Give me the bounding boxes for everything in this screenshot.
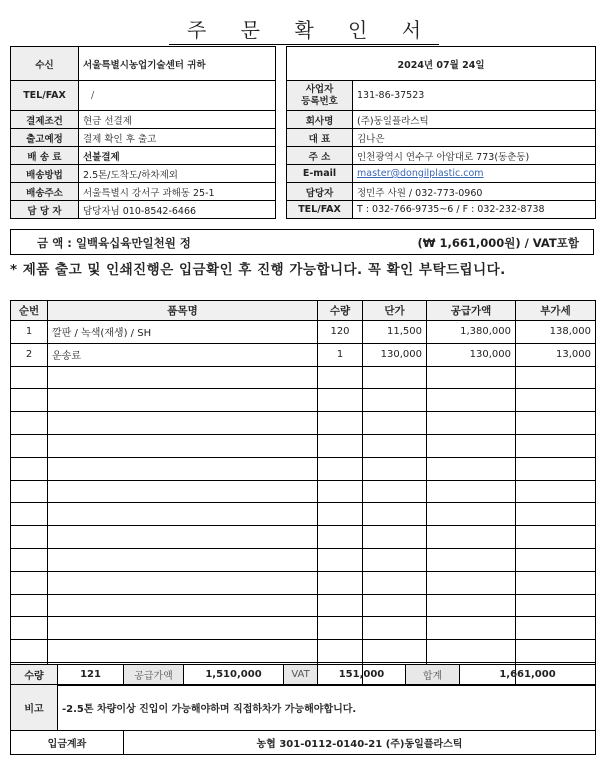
empty-cell [318,480,363,503]
amount-figure: (₩ 1,661,000원) / VAT포함 [417,236,579,250]
empty-cell [516,640,596,663]
empty-row [11,457,596,480]
empty-cell [48,548,318,571]
empty-cell [363,571,427,594]
info-label: 배송방법 [11,165,79,183]
empty-cell [427,640,516,663]
row-qty: 120 [318,321,363,344]
summary-table [10,664,596,685]
empty-cell [318,640,363,663]
empty-cell [516,366,596,389]
empty-cell [427,434,516,457]
empty-cell [11,548,48,571]
row-vat: 138,000 [516,321,596,344]
empty-cell [318,366,363,389]
empty-cell [363,480,427,503]
empty-cell [318,503,363,526]
empty-row [11,640,596,663]
empty-cell [363,434,427,457]
empty-cell [11,594,48,617]
empty-cell [318,526,363,549]
row-qty: 1 [318,343,363,366]
empty-cell [48,480,318,503]
empty-cell [11,480,48,503]
info-value: 결제 확인 후 출고 [79,129,276,147]
empty-cell [363,526,427,549]
account-table [10,730,596,755]
col-header: 단가 [363,301,427,321]
empty-cell [11,389,48,412]
empty-cell [427,594,516,617]
amount-box [10,229,594,255]
info-value: (주)동일플라스틱 [353,111,596,129]
table-row [11,321,596,344]
to-label: 수신 [11,47,79,81]
account-label: 입금계좌 [11,731,124,755]
empty-cell [48,389,318,412]
row-price: 130,000 [363,343,427,366]
empty-cell [48,571,318,594]
memo-value: -2.5톤 차량이상 진입이 가능해야하며 직접하차가 가능해야합니다. [58,685,596,731]
info-label: 회사명 [287,111,353,129]
row-item: 운송료 [48,343,318,366]
info-value: 정민주 사원 / 032-773-0960 [353,183,596,201]
info-value: 2.5톤/도착도/하차제외 [79,165,276,183]
empty-cell [11,457,48,480]
empty-cell [363,640,427,663]
empty-row [11,434,596,457]
sum-qty-value: 121 [58,665,124,685]
row-supply: 130,000 [427,343,516,366]
memo-table [10,684,596,731]
row-vat: 13,000 [516,343,596,366]
empty-cell [427,480,516,503]
empty-cell [427,366,516,389]
info-value: 서울특별시 강서구 과해동 25-1 [79,183,276,201]
empty-cell [48,503,318,526]
empty-cell [427,548,516,571]
row-item: 깔판 / 녹색(재생) / SH [48,321,318,344]
empty-cell [11,412,48,435]
empty-cell [48,457,318,480]
email-link[interactable]: master@dongilplastic.com [353,165,596,183]
info-value: T : 032-766-9735~6 / F : 032-232-8738 [353,201,596,219]
empty-cell [11,503,48,526]
order-date: 2024년 07월 24일 [287,47,596,81]
document-title: 주 문 확 인 서 [0,14,608,43]
empty-cell [516,617,596,640]
amount-words: 금 액 : 일백육십육만일천원 정 [37,236,191,250]
sum-vat-value: 151,000 [318,665,406,685]
row-no: 1 [11,321,48,344]
empty-cell [516,389,596,412]
empty-cell [427,457,516,480]
row-price: 11,500 [363,321,427,344]
empty-cell [516,412,596,435]
empty-cell [363,366,427,389]
info-label: 배송주소 [11,183,79,201]
empty-cell [318,434,363,457]
sum-supply-label: 공급가액 [124,665,184,685]
empty-row [11,571,596,594]
info-label: 출고예정 [11,129,79,147]
empty-cell [363,457,427,480]
empty-cell [318,412,363,435]
empty-row [11,526,596,549]
tel-label: TEL/FAX [11,81,79,111]
empty-cell [427,412,516,435]
empty-cell [48,366,318,389]
empty-cell [516,571,596,594]
col-header: 품목명 [48,301,318,321]
recipient-table [10,46,276,219]
empty-cell [427,526,516,549]
sum-supply-value: 1,510,000 [184,665,284,685]
empty-cell [48,412,318,435]
empty-cell [48,526,318,549]
items-table [10,300,596,686]
row-supply: 1,380,000 [427,321,516,344]
info-label: 결제조건 [11,111,79,129]
empty-row [11,480,596,503]
empty-row [11,617,596,640]
empty-cell [363,548,427,571]
to-value: 서울특별시농업기술센터 귀하 [79,47,276,81]
supplier-table [286,46,596,219]
sum-total-value: 1,661,000 [460,665,596,685]
empty-cell [427,389,516,412]
empty-cell [516,457,596,480]
empty-cell [516,480,596,503]
info-label: TEL/FAX [287,201,353,219]
empty-cell [516,434,596,457]
info-label: 대 표 [287,129,353,147]
row-no: 2 [11,343,48,366]
empty-row [11,412,596,435]
info-value: 인천광역시 연수구 아암대로 773(동춘동) [353,147,596,165]
col-header: 공급가액 [427,301,516,321]
empty-row [11,366,596,389]
empty-cell [318,389,363,412]
empty-cell [11,640,48,663]
info-value: 김나은 [353,129,596,147]
empty-cell [516,503,596,526]
empty-cell [318,617,363,640]
empty-cell [48,617,318,640]
regno-label: 사업자 등록번호 [287,81,353,111]
info-label: 주 소 [287,147,353,165]
empty-cell [11,571,48,594]
empty-cell [516,526,596,549]
empty-cell [363,503,427,526]
col-header: 수량 [318,301,363,321]
empty-cell [48,434,318,457]
empty-cell [427,503,516,526]
empty-cell [363,412,427,435]
empty-cell [318,594,363,617]
empty-row [11,389,596,412]
col-header: 부가세 [516,301,596,321]
table-row [11,343,596,366]
memo-label: 비고 [11,685,58,731]
regno-value: 131-86-37523 [353,81,596,111]
info-value: 선불결제 [79,147,276,165]
empty-cell [427,617,516,640]
empty-row [11,594,596,617]
sum-total-label: 합계 [406,665,460,685]
info-label: 담 당 자 [11,201,79,219]
notice-text: * 제품 출고 및 인쇄진행은 입금확인 후 진행 가능합니다. 꼭 확인 부탁드립니다. [10,262,506,278]
empty-cell [11,617,48,640]
info-label: 배 송 료 [11,147,79,165]
empty-cell [363,617,427,640]
tel-value: / [79,81,276,111]
empty-cell [516,548,596,571]
empty-row [11,503,596,526]
info-value: 현금 선결제 [79,111,276,129]
empty-cell [318,548,363,571]
empty-cell [11,366,48,389]
empty-cell [11,526,48,549]
account-value: 농협 301-0112-0140-21 (주)동일플라스틱 [124,731,596,755]
empty-cell [363,389,427,412]
empty-cell [516,594,596,617]
info-value: 담당자님 010-8542-6466 [79,201,276,219]
sum-qty-label: 수량 [11,665,58,685]
sum-vat-label: VAT [284,665,318,685]
empty-cell [48,640,318,663]
empty-cell [11,434,48,457]
col-header: 순번 [11,301,48,321]
empty-cell [318,457,363,480]
info-label: 담당자 [287,183,353,201]
info-label: E-mail [287,165,353,183]
empty-row [11,548,596,571]
empty-cell [318,571,363,594]
empty-cell [48,594,318,617]
empty-cell [427,571,516,594]
empty-cell [363,594,427,617]
